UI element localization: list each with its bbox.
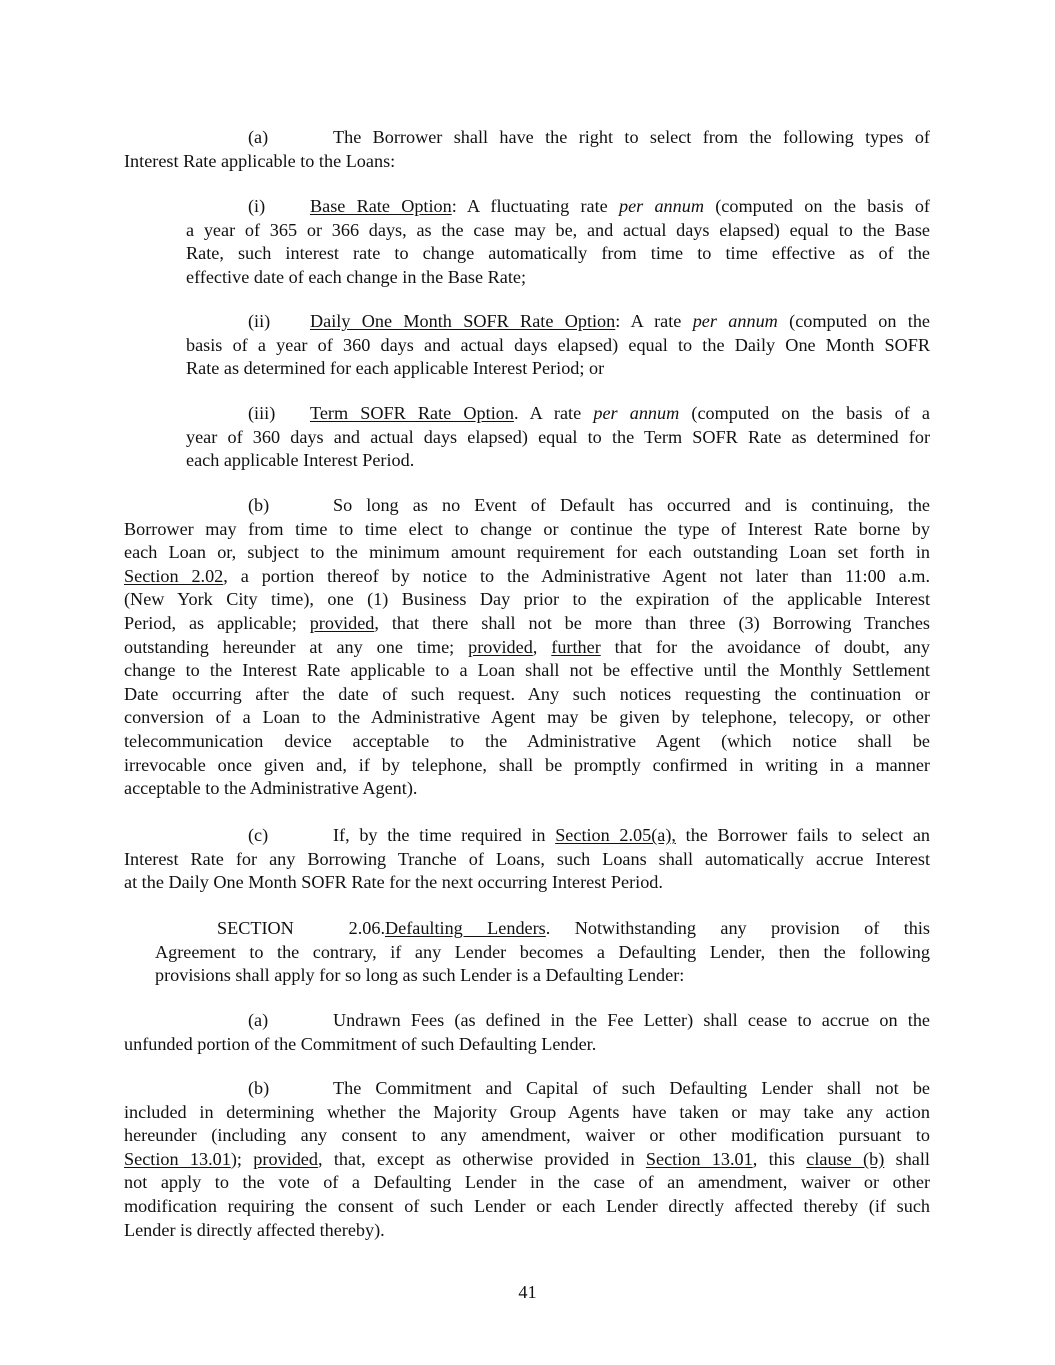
- option-i-line-3: effective date of each change in the Base Rate;: [186, 266, 527, 287]
- section-2-02-ref: Section 2.02: [124, 565, 224, 586]
- option-ii: [186, 310, 930, 381]
- option-i-line-0: (i) Base Rate Option: A fluctuating rate per annum (computed on the basis of: [186, 195, 930, 219]
- section-paragraph-b-label: (b): [248, 1078, 270, 1098]
- paragraph-a-label: (a): [248, 127, 269, 147]
- paragraph-b-line-2: each Loan or, subject to the minimum amount requirement for each outstanding Loan set forth in: [124, 542, 930, 563]
- paragraph-a-line-0: (a) The Borrower shall have the right to select from the following types of: [124, 126, 930, 150]
- paragraph-b-line-4: (New York City time), one (1) Business Day prior to the expiration of the applicable Interest: [124, 589, 930, 610]
- further-term: further: [551, 636, 601, 657]
- option-iii-line-0: (iii) Term SOFR Rate Option. A rate per annum (computed on the basis of a: [186, 402, 930, 426]
- paragraph-b-line-7: change to the Interest Rate applicable to a Loan shall not be effective until the Monthly Settlement: [124, 660, 930, 681]
- provided-term: provided: [253, 1148, 318, 1169]
- section-title: Defaulting Lenders: [385, 918, 546, 938]
- section-paragraph-b-line-0: (b) The Commitment and Capital of such Defaulting Lender shall not be: [124, 1077, 930, 1101]
- paragraph-a: [124, 126, 930, 173]
- paragraph-b-line-11: irrevocable once given and, if by telephone, shall be promptly confirmed in writing in a manner: [124, 754, 930, 775]
- option-i: [186, 195, 930, 289]
- section-paragraph-b-line-6: Lender is directly affected thereby).: [124, 1219, 385, 1240]
- section-2-06-line-2: provisions shall apply for so long as such Lender is a Defaulting Lender:: [155, 965, 685, 986]
- paragraph-c-label: (c): [248, 825, 269, 845]
- provided-term: provided: [309, 612, 375, 633]
- section-paragraph-b-line-1: included in determining whether the Majority Group Agents have taken or may take any action: [124, 1101, 930, 1122]
- section-paragraph-a-line-1: unfunded portion of the Commitment of such Defaulting Lender.: [124, 1033, 597, 1054]
- section-paragraph-b-line-3: Section 13.01); provided, that, except as otherwise provided in Section 13.01, this clause (b) shall: [124, 1148, 930, 1169]
- option-ii-line-1: basis of a year of 360 days and actual days elapsed) equal to the Daily One Month SOFR: [186, 334, 930, 355]
- clause-b-ref: clause (b): [806, 1148, 885, 1169]
- paragraph-b-line-8: Date occurring after the date of such request. Any such notices requesting the continuation or: [124, 683, 930, 704]
- section-13-01-ref: Section 13.01: [124, 1148, 231, 1169]
- option-i-label: (i): [248, 196, 266, 216]
- page-number: 41: [518, 1282, 537, 1302]
- section-2-06-line-1: Agreement to the contrary, if any Lender becomes a Defaulting Lender, then the following: [155, 941, 930, 962]
- section-number: SECTION 2.06.: [217, 918, 385, 938]
- paragraph-a-line-1: Interest Rate applicable to the Loans:: [124, 150, 396, 171]
- paragraph-b-line-12: acceptable to the Administrative Agent).: [124, 778, 418, 799]
- option-i-line-1: a year of 365 or 366 days, as the case may be, and actual days elapsed) equal to the Base: [186, 219, 930, 240]
- paragraph-c-line-0: (c) If, by the time required in Section 2.05(a), the Borrower fails to select an: [124, 824, 930, 848]
- option-i-line-2: Rate, such interest rate to change automatically from time to time effective as of the: [186, 243, 930, 264]
- provided-term: provided: [468, 636, 533, 657]
- option-ii-line-0: (ii) Daily One Month SOFR Rate Option: A rate per annum (computed on the: [186, 310, 930, 334]
- section-2-06: [155, 917, 930, 988]
- section-paragraph-b-line-5: modification requiring the consent of such Lender or each Lender directly affected thereby (if such: [124, 1195, 930, 1216]
- option-iii: [186, 402, 930, 473]
- option-iii-line-2: each applicable Interest Period.: [186, 450, 415, 471]
- paragraph-b-line-3: Section 2.02, a portion thereof by notice to the Administrative Agent not later than 11:00 a.m.: [124, 565, 930, 586]
- paragraph-b-line-5: Period, as applicable; provided, that there shall not be more than three (3) Borrowing Tranches: [124, 612, 931, 633]
- option-iii-line-1: year of 360 days and actual days elapsed) equal to the Term SOFR Rate as determined for: [186, 426, 930, 447]
- option-ii-label: (ii): [248, 311, 271, 331]
- paragraph-b-line-0: (b) So long as no Event of Default has occurred and is continuing, the: [124, 494, 930, 518]
- paragraph-b-line-6: outstanding hereunder at any one time; provided, further that for the avoidance of doubt, any: [124, 636, 930, 657]
- paragraph-b-line-1: Borrower may from time to time elect to change or continue the type of Interest Rate borne by: [124, 518, 930, 539]
- paragraph-b-label: (b): [248, 495, 270, 515]
- option-iii-term: Term SOFR Rate Option: [310, 403, 514, 423]
- section-paragraph-a-label: (a): [248, 1010, 269, 1030]
- option-i-term: Base Rate Option: [310, 196, 452, 216]
- paragraph-b-line-10: telecommunication device acceptable to the Administrative Agent (which notice shall be: [124, 730, 930, 751]
- section-paragraph-b-line-2: hereunder (including any consent to any amendment, waiver or other modification pursuant to: [124, 1125, 930, 1146]
- section-2-06-line-0: SECTION 2.06.Defaulting Lenders. Notwithstanding any provision of this: [155, 917, 930, 941]
- section-13-01-ref: Section 13.01: [645, 1148, 753, 1169]
- option-iii-label: (iii): [248, 403, 276, 423]
- option-ii-line-2: Rate as determined for each applicable Interest Period; or: [186, 358, 605, 379]
- paragraph-c-line-1: Interest Rate for any Borrowing Tranche of Loans, such Loans shall automatically accrue Interest: [124, 848, 930, 869]
- paragraph-c: [124, 824, 930, 895]
- option-ii-term: Daily One Month SOFR Rate Option: [310, 311, 616, 331]
- section-2-05a-ref: Section 2.05(a),: [555, 825, 676, 845]
- paragraph-c-line-2: at the Daily One Month SOFR Rate for the next occurring Interest Period.: [124, 872, 663, 893]
- section-paragraph-a: [124, 1009, 930, 1056]
- section-paragraph-b-line-4: not apply to the vote of a Defaulting Lender in the case of an amendment, waiver or other: [124, 1172, 930, 1193]
- section-paragraph-b: [124, 1077, 930, 1242]
- paragraph-b-line-9: conversion of a Loan to the Administrative Agent may be given by telephone, telecopy, or other: [124, 707, 930, 728]
- paragraph-b: [124, 494, 930, 801]
- section-paragraph-a-line-0: (a) Undrawn Fees (as defined in the Fee Letter) shall cease to accrue on the: [124, 1009, 930, 1033]
